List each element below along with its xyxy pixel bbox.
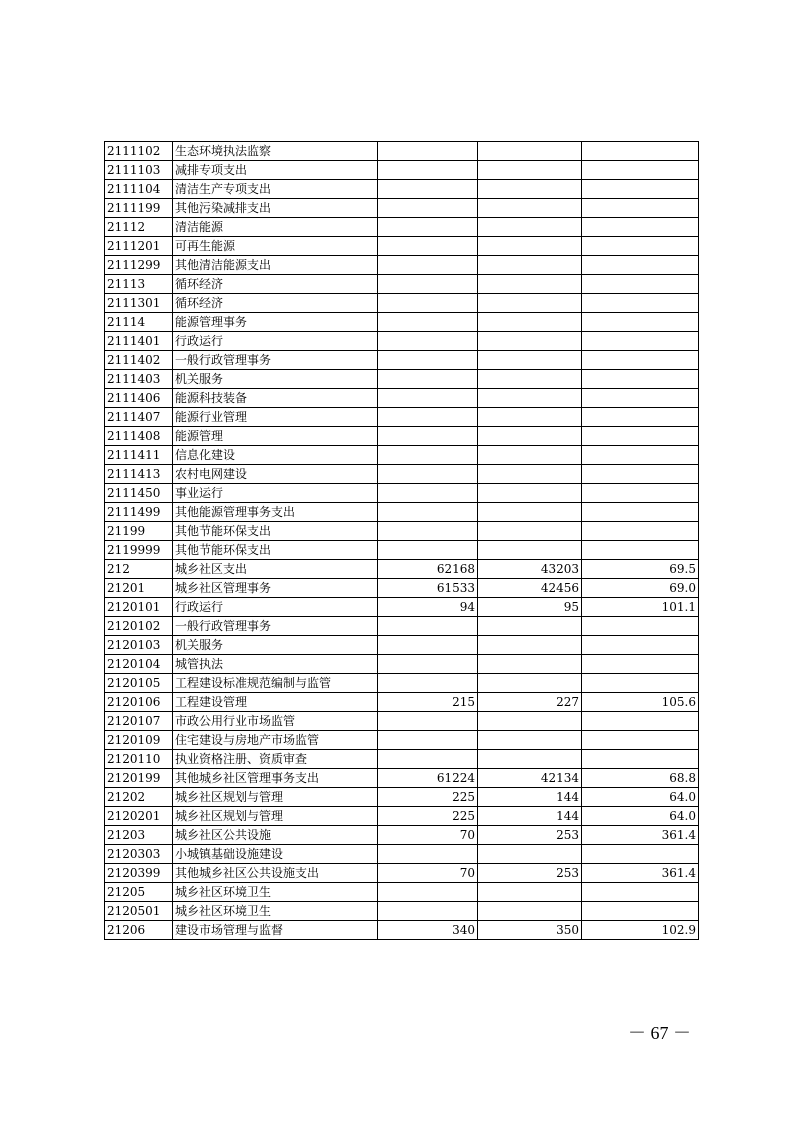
row-value-2: 227 xyxy=(478,693,582,712)
row-value-1 xyxy=(378,370,478,389)
table-row xyxy=(105,218,699,237)
row-name: 其他城乡社区管理事务支出 xyxy=(173,769,378,788)
row-code: 2120303 xyxy=(105,845,173,864)
row-value-3 xyxy=(582,142,699,161)
row-value-2: 253 xyxy=(478,864,582,883)
row-value-3: 101.1 xyxy=(582,598,699,617)
row-value-2 xyxy=(478,237,582,256)
row-code: 2120199 xyxy=(105,769,173,788)
row-value-2 xyxy=(478,275,582,294)
row-value-2 xyxy=(478,522,582,541)
row-name: 城乡社区管理事务 xyxy=(173,579,378,598)
table-row xyxy=(105,693,699,712)
row-value-1 xyxy=(378,883,478,902)
row-value-2 xyxy=(478,750,582,769)
table-row xyxy=(105,902,699,921)
row-code: 21114 xyxy=(105,313,173,332)
row-value-2 xyxy=(478,902,582,921)
table-row xyxy=(105,237,699,256)
row-name: 城乡社区环境卫生 xyxy=(173,883,378,902)
row-value-2: 144 xyxy=(478,788,582,807)
row-value-2 xyxy=(478,199,582,218)
table-row xyxy=(105,674,699,693)
row-value-2 xyxy=(478,712,582,731)
row-value-2: 42134 xyxy=(478,769,582,788)
row-code: 2111450 xyxy=(105,484,173,503)
row-value-3 xyxy=(582,636,699,655)
row-code: 21205 xyxy=(105,883,173,902)
row-value-3 xyxy=(582,408,699,427)
row-code: 2111411 xyxy=(105,446,173,465)
row-code: 21113 xyxy=(105,275,173,294)
row-value-3 xyxy=(582,845,699,864)
row-value-2 xyxy=(478,541,582,560)
row-name: 可再生能源 xyxy=(173,237,378,256)
row-code: 2120501 xyxy=(105,902,173,921)
row-code: 2111403 xyxy=(105,370,173,389)
table-row xyxy=(105,921,699,940)
row-code: 212 xyxy=(105,560,173,579)
row-value-2: 350 xyxy=(478,921,582,940)
row-value-2 xyxy=(478,636,582,655)
row-name: 市政公用行业市场监管 xyxy=(173,712,378,731)
row-value-1: 225 xyxy=(378,807,478,826)
table-row xyxy=(105,864,699,883)
table-row xyxy=(105,560,699,579)
row-value-1: 62168 xyxy=(378,560,478,579)
row-value-2 xyxy=(478,313,582,332)
row-value-3 xyxy=(582,199,699,218)
row-name: 行政运行 xyxy=(173,332,378,351)
row-value-2 xyxy=(478,256,582,275)
row-name: 其他清洁能源支出 xyxy=(173,256,378,275)
row-value-2: 253 xyxy=(478,826,582,845)
row-value-3 xyxy=(582,351,699,370)
row-name: 建设市场管理与监督 xyxy=(173,921,378,940)
row-value-1: 70 xyxy=(378,864,478,883)
row-value-1 xyxy=(378,161,478,180)
row-code: 21201 xyxy=(105,579,173,598)
row-name: 一般行政管理事务 xyxy=(173,351,378,370)
row-name: 一般行政管理事务 xyxy=(173,617,378,636)
table-row xyxy=(105,769,699,788)
row-value-3 xyxy=(582,446,699,465)
row-value-1: 94 xyxy=(378,598,478,617)
row-value-3 xyxy=(582,731,699,750)
row-value-3 xyxy=(582,427,699,446)
row-code: 2111408 xyxy=(105,427,173,446)
table-row xyxy=(105,598,699,617)
row-name: 能源管理 xyxy=(173,427,378,446)
row-name: 城乡社区公共设施 xyxy=(173,826,378,845)
row-value-1 xyxy=(378,731,478,750)
row-value-2 xyxy=(478,161,582,180)
row-value-2 xyxy=(478,617,582,636)
row-value-3 xyxy=(582,712,699,731)
row-value-1 xyxy=(378,446,478,465)
table-row xyxy=(105,142,699,161)
row-value-1 xyxy=(378,465,478,484)
row-value-1 xyxy=(378,294,478,313)
row-value-3 xyxy=(582,617,699,636)
row-value-2 xyxy=(478,731,582,750)
row-value-1: 70 xyxy=(378,826,478,845)
row-code: 2111104 xyxy=(105,180,173,199)
table-row xyxy=(105,731,699,750)
row-value-1 xyxy=(378,180,478,199)
row-code: 21202 xyxy=(105,788,173,807)
row-name: 能源科技装备 xyxy=(173,389,378,408)
row-value-3 xyxy=(582,674,699,693)
row-code: 2120107 xyxy=(105,712,173,731)
row-value-2 xyxy=(478,465,582,484)
row-value-3: 69.0 xyxy=(582,579,699,598)
table-row xyxy=(105,788,699,807)
table-row xyxy=(105,522,699,541)
row-code: 21206 xyxy=(105,921,173,940)
row-name: 机关服务 xyxy=(173,370,378,389)
table-row xyxy=(105,351,699,370)
row-name: 生态环境执法监察 xyxy=(173,142,378,161)
row-value-1 xyxy=(378,845,478,864)
row-code: 2120110 xyxy=(105,750,173,769)
row-value-2 xyxy=(478,294,582,313)
table-row xyxy=(105,275,699,294)
row-value-2 xyxy=(478,351,582,370)
row-name: 城乡社区规划与管理 xyxy=(173,788,378,807)
row-name: 清洁能源 xyxy=(173,218,378,237)
row-value-3 xyxy=(582,313,699,332)
row-value-2 xyxy=(478,503,582,522)
row-value-3 xyxy=(582,256,699,275)
row-value-3 xyxy=(582,883,699,902)
table-row xyxy=(105,503,699,522)
row-value-3 xyxy=(582,237,699,256)
row-value-2 xyxy=(478,389,582,408)
row-name: 信息化建设 xyxy=(173,446,378,465)
row-value-2 xyxy=(478,427,582,446)
row-value-3 xyxy=(582,522,699,541)
table-row xyxy=(105,579,699,598)
row-value-3 xyxy=(582,161,699,180)
row-name: 其他节能环保支出 xyxy=(173,522,378,541)
row-value-3 xyxy=(582,465,699,484)
page-number: － 67 － xyxy=(628,1023,691,1043)
row-value-2 xyxy=(478,674,582,693)
row-name: 循环经济 xyxy=(173,294,378,313)
row-value-2 xyxy=(478,845,582,864)
table-row xyxy=(105,294,699,313)
row-name: 其他节能环保支出 xyxy=(173,541,378,560)
row-code: 2111199 xyxy=(105,199,173,218)
row-code: 21203 xyxy=(105,826,173,845)
table-row xyxy=(105,541,699,560)
row-value-1 xyxy=(378,275,478,294)
row-value-2 xyxy=(478,446,582,465)
row-value-3 xyxy=(582,541,699,560)
table-row xyxy=(105,313,699,332)
row-value-1 xyxy=(378,332,478,351)
row-value-3 xyxy=(582,655,699,674)
row-value-3: 361.4 xyxy=(582,864,699,883)
table-row xyxy=(105,655,699,674)
budget-table xyxy=(104,141,699,940)
row-value-1 xyxy=(378,541,478,560)
row-value-2: 95 xyxy=(478,598,582,617)
row-value-1 xyxy=(378,142,478,161)
table-row xyxy=(105,636,699,655)
row-value-1: 340 xyxy=(378,921,478,940)
budget-table-body xyxy=(105,142,699,940)
row-value-1 xyxy=(378,902,478,921)
row-value-3 xyxy=(582,332,699,351)
table-row xyxy=(105,845,699,864)
table-row xyxy=(105,408,699,427)
table-row xyxy=(105,712,699,731)
row-value-1 xyxy=(378,617,478,636)
row-value-1 xyxy=(378,351,478,370)
row-value-1 xyxy=(378,256,478,275)
row-name: 城管执法 xyxy=(173,655,378,674)
row-value-1 xyxy=(378,503,478,522)
row-name: 事业运行 xyxy=(173,484,378,503)
row-value-2 xyxy=(478,142,582,161)
row-code: 2120399 xyxy=(105,864,173,883)
table-row xyxy=(105,826,699,845)
row-name: 能源行业管理 xyxy=(173,408,378,427)
row-name: 其他能源管理事务支出 xyxy=(173,503,378,522)
row-code: 2111407 xyxy=(105,408,173,427)
row-code: 2111413 xyxy=(105,465,173,484)
row-value-3 xyxy=(582,275,699,294)
row-code: 2111299 xyxy=(105,256,173,275)
row-name: 减排专项支出 xyxy=(173,161,378,180)
row-value-1 xyxy=(378,199,478,218)
row-value-2 xyxy=(478,655,582,674)
row-code: 2120109 xyxy=(105,731,173,750)
row-code: 21199 xyxy=(105,522,173,541)
row-value-3 xyxy=(582,180,699,199)
row-value-1 xyxy=(378,218,478,237)
row-value-3: 105.6 xyxy=(582,693,699,712)
row-name: 城乡社区规划与管理 xyxy=(173,807,378,826)
row-value-3 xyxy=(582,389,699,408)
row-value-2: 42456 xyxy=(478,579,582,598)
table-row xyxy=(105,180,699,199)
row-value-1 xyxy=(378,313,478,332)
row-code: 2111402 xyxy=(105,351,173,370)
row-code: 2111102 xyxy=(105,142,173,161)
row-value-1: 61224 xyxy=(378,769,478,788)
row-code: 2111406 xyxy=(105,389,173,408)
row-value-1 xyxy=(378,655,478,674)
row-name: 城乡社区支出 xyxy=(173,560,378,579)
row-code: 2120103 xyxy=(105,636,173,655)
row-value-1 xyxy=(378,408,478,427)
table-row xyxy=(105,617,699,636)
row-value-3 xyxy=(582,370,699,389)
row-value-1: 61533 xyxy=(378,579,478,598)
row-value-1: 225 xyxy=(378,788,478,807)
row-value-2: 43203 xyxy=(478,560,582,579)
row-value-3: 64.0 xyxy=(582,807,699,826)
row-value-3: 102.9 xyxy=(582,921,699,940)
table-row xyxy=(105,427,699,446)
table-row xyxy=(105,199,699,218)
row-code: 2120102 xyxy=(105,617,173,636)
table-row xyxy=(105,807,699,826)
row-value-1 xyxy=(378,427,478,446)
row-value-1: 215 xyxy=(378,693,478,712)
table-row xyxy=(105,370,699,389)
row-value-1 xyxy=(378,237,478,256)
row-name: 其他污染减排支出 xyxy=(173,199,378,218)
row-value-3 xyxy=(582,902,699,921)
row-value-2 xyxy=(478,218,582,237)
row-value-2: 144 xyxy=(478,807,582,826)
row-value-3 xyxy=(582,503,699,522)
row-value-3: 68.8 xyxy=(582,769,699,788)
table-row xyxy=(105,465,699,484)
row-value-2 xyxy=(478,332,582,351)
row-name: 行政运行 xyxy=(173,598,378,617)
row-code: 2111499 xyxy=(105,503,173,522)
row-name: 工程建设标准规范编制与监管 xyxy=(173,674,378,693)
row-name: 循环经济 xyxy=(173,275,378,294)
row-value-3 xyxy=(582,484,699,503)
row-name: 清洁生产专项支出 xyxy=(173,180,378,199)
table-row xyxy=(105,161,699,180)
row-code: 2119999 xyxy=(105,541,173,560)
row-name: 住宅建设与房地产市场监管 xyxy=(173,731,378,750)
row-code: 2120101 xyxy=(105,598,173,617)
table-row xyxy=(105,446,699,465)
row-name: 小城镇基础设施建设 xyxy=(173,845,378,864)
table-row xyxy=(105,484,699,503)
row-value-2 xyxy=(478,883,582,902)
row-code: 2111201 xyxy=(105,237,173,256)
row-value-1 xyxy=(378,712,478,731)
row-name: 农村电网建设 xyxy=(173,465,378,484)
row-value-1 xyxy=(378,636,478,655)
table-row xyxy=(105,389,699,408)
table-row xyxy=(105,750,699,769)
row-value-2 xyxy=(478,408,582,427)
row-value-1 xyxy=(378,522,478,541)
row-name: 执业资格注册、资质审查 xyxy=(173,750,378,769)
row-code: 2120104 xyxy=(105,655,173,674)
row-code: 2111103 xyxy=(105,161,173,180)
row-value-3: 64.0 xyxy=(582,788,699,807)
row-value-1 xyxy=(378,389,478,408)
table-row xyxy=(105,332,699,351)
row-value-3 xyxy=(582,218,699,237)
row-value-1 xyxy=(378,750,478,769)
row-value-2 xyxy=(478,180,582,199)
row-value-3 xyxy=(582,750,699,769)
row-value-3 xyxy=(582,294,699,313)
table-row xyxy=(105,256,699,275)
row-value-3: 361.4 xyxy=(582,826,699,845)
table-row xyxy=(105,883,699,902)
row-name: 机关服务 xyxy=(173,636,378,655)
row-code: 21112 xyxy=(105,218,173,237)
row-code: 2111401 xyxy=(105,332,173,351)
row-name: 其他城乡社区公共设施支出 xyxy=(173,864,378,883)
row-value-2 xyxy=(478,484,582,503)
row-value-2 xyxy=(478,370,582,389)
row-code: 2120106 xyxy=(105,693,173,712)
row-code: 2120105 xyxy=(105,674,173,693)
row-code: 2111301 xyxy=(105,294,173,313)
row-name: 能源管理事务 xyxy=(173,313,378,332)
row-value-1 xyxy=(378,674,478,693)
row-value-1 xyxy=(378,484,478,503)
row-value-3: 69.5 xyxy=(582,560,699,579)
row-code: 2120201 xyxy=(105,807,173,826)
row-name: 工程建设管理 xyxy=(173,693,378,712)
row-name: 城乡社区环境卫生 xyxy=(173,902,378,921)
